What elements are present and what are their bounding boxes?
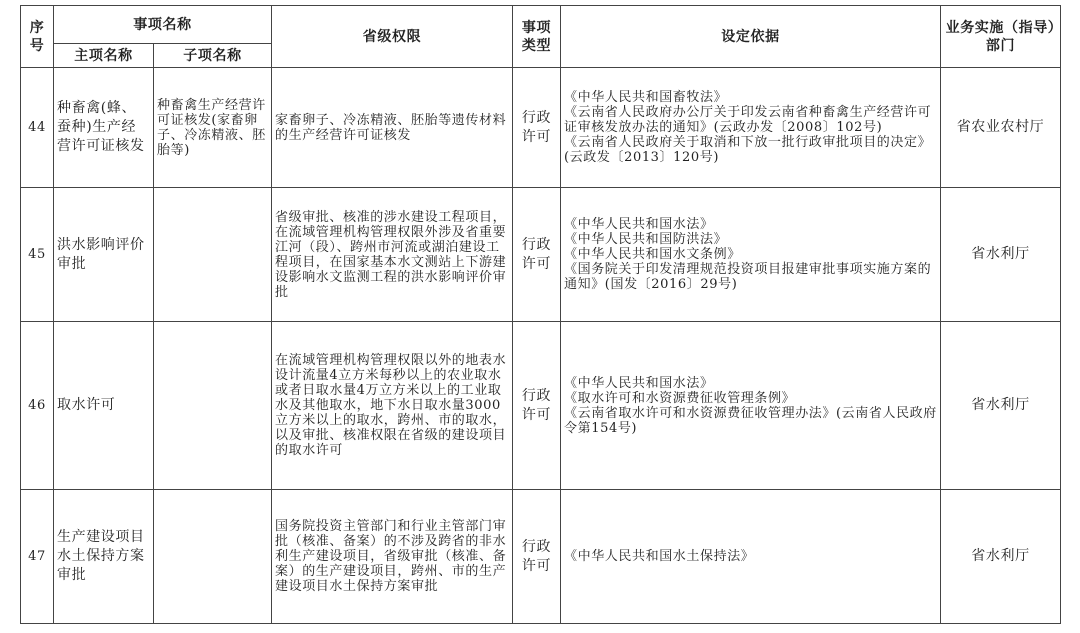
main-name-header: 主项名称 <box>54 44 154 68</box>
provincial-authority: 国务院投资主管部门和行业主管部门审批（核准、备案）的不涉及跨省的非水利生产建设项目，省级审批（核准、备案）的生产建设项目，跨州、市的生产建设项目水土保持方案审批 <box>272 490 513 624</box>
basis-line: 《国务院关于印发清理规范投资项目报建审批事项实施方案的通知》(国发〔2016〕29号) <box>564 262 932 292</box>
table-row <box>21 490 1061 624</box>
provincial-authority: 在流域管理机构管理权限以外的地表水设计流量4立方米每秒以上的农业取水或者日取水量4万立方米以上的工业取水及其他取水，地下水日取水量3000立方米以上的取水，跨州、市的取水，以及审批、核准权限在省级的建设项目的取水许可 <box>272 322 513 490</box>
header-row <box>21 6 1061 44</box>
sub-name-header: 子项名称 <box>154 44 272 68</box>
basis-line: 《云南省取水许可和水资源费征收管理办法》(云南省人民政府令第154号) <box>564 405 937 436</box>
item-type: 行政许可 <box>513 68 561 188</box>
item-name-header: 事项名称 <box>54 6 272 44</box>
department: 省农业农村厅 <box>941 68 1061 188</box>
basis-line: 《取水许可和水资源费征收管理条例》 <box>564 390 796 406</box>
table-row <box>21 188 1061 322</box>
row-number: 45 <box>21 188 54 322</box>
main-item-name: 生产建设项目水土保持方案审批 <box>54 490 154 624</box>
seq-header: 序号 <box>21 6 54 68</box>
table-row <box>21 68 1061 188</box>
item-type-header: 事项类型 <box>513 6 561 68</box>
department: 省水利厅 <box>941 490 1061 624</box>
basis-line: 《中华人民共和国水法》 <box>564 217 714 232</box>
sub-item-name <box>154 490 272 624</box>
basis-line: 《云南省人民政府关于取消和下放一批行政审批项目的决定》(云政发〔2013〕120号) <box>564 135 932 165</box>
basis-line: 《中华人民共和国水土保持法》 <box>564 549 755 564</box>
dept-header: 业务实施（指导）部门 <box>941 6 1061 68</box>
row-number: 46 <box>21 322 54 490</box>
sub-item-name <box>154 322 272 490</box>
item-type: 行政许可 <box>513 188 561 322</box>
legal-basis <box>561 188 941 322</box>
sub-item-name <box>154 188 272 322</box>
item-type: 行政许可 <box>513 322 561 490</box>
department: 省水利厅 <box>941 188 1061 322</box>
main-item-name: 洪水影响评价审批 <box>54 188 154 322</box>
authority-header: 省级权限 <box>272 6 513 68</box>
basis-line: 《中华人民共和国防洪法》 <box>564 232 728 247</box>
item-type: 行政许可 <box>513 490 561 624</box>
basis-line: 《云南省人民政府办公厅关于印发云南省种畜禽生产经营许可证审核发放办法的通知》(云政办发〔2008〕102号) <box>564 105 932 135</box>
department: 省水利厅 <box>941 322 1061 490</box>
basis-line: 《中华人民共和国畜牧法》 <box>564 90 728 105</box>
legal-basis <box>561 490 941 624</box>
basis-header: 设定依据 <box>561 6 941 68</box>
main-item-name: 取水许可 <box>54 322 154 490</box>
provincial-authority: 省级审批、核准的涉水建设工程项目，在流域管理机构管理权限外涉及省重要江河（段）、跨州市河流或湖泊建设工程项目，在国家基本水文测站上下游建设影响水文监测工程的洪水影响评价审批 <box>272 188 513 322</box>
table-row <box>21 322 1061 490</box>
basis-line: 《中华人民共和国水法》 <box>564 375 714 391</box>
sub-item-name: 种畜禽生产经营许可证核发(家畜卵子、冷冻精液、胚胎等) <box>154 68 272 188</box>
row-number: 47 <box>21 490 54 624</box>
legal-basis <box>561 322 941 490</box>
basis-line: 《中华人民共和国水文条例》 <box>564 247 741 262</box>
row-number: 44 <box>21 68 54 188</box>
provincial-authority: 家畜卵子、冷冻精液、胚胎等遗传材料的生产经营许可证核发 <box>272 68 513 188</box>
main-item-name: 种畜禽(蜂、蚕种)生产经营许可证核发 <box>54 68 154 188</box>
legal-basis <box>561 68 941 188</box>
admin-license-table <box>20 5 1061 624</box>
